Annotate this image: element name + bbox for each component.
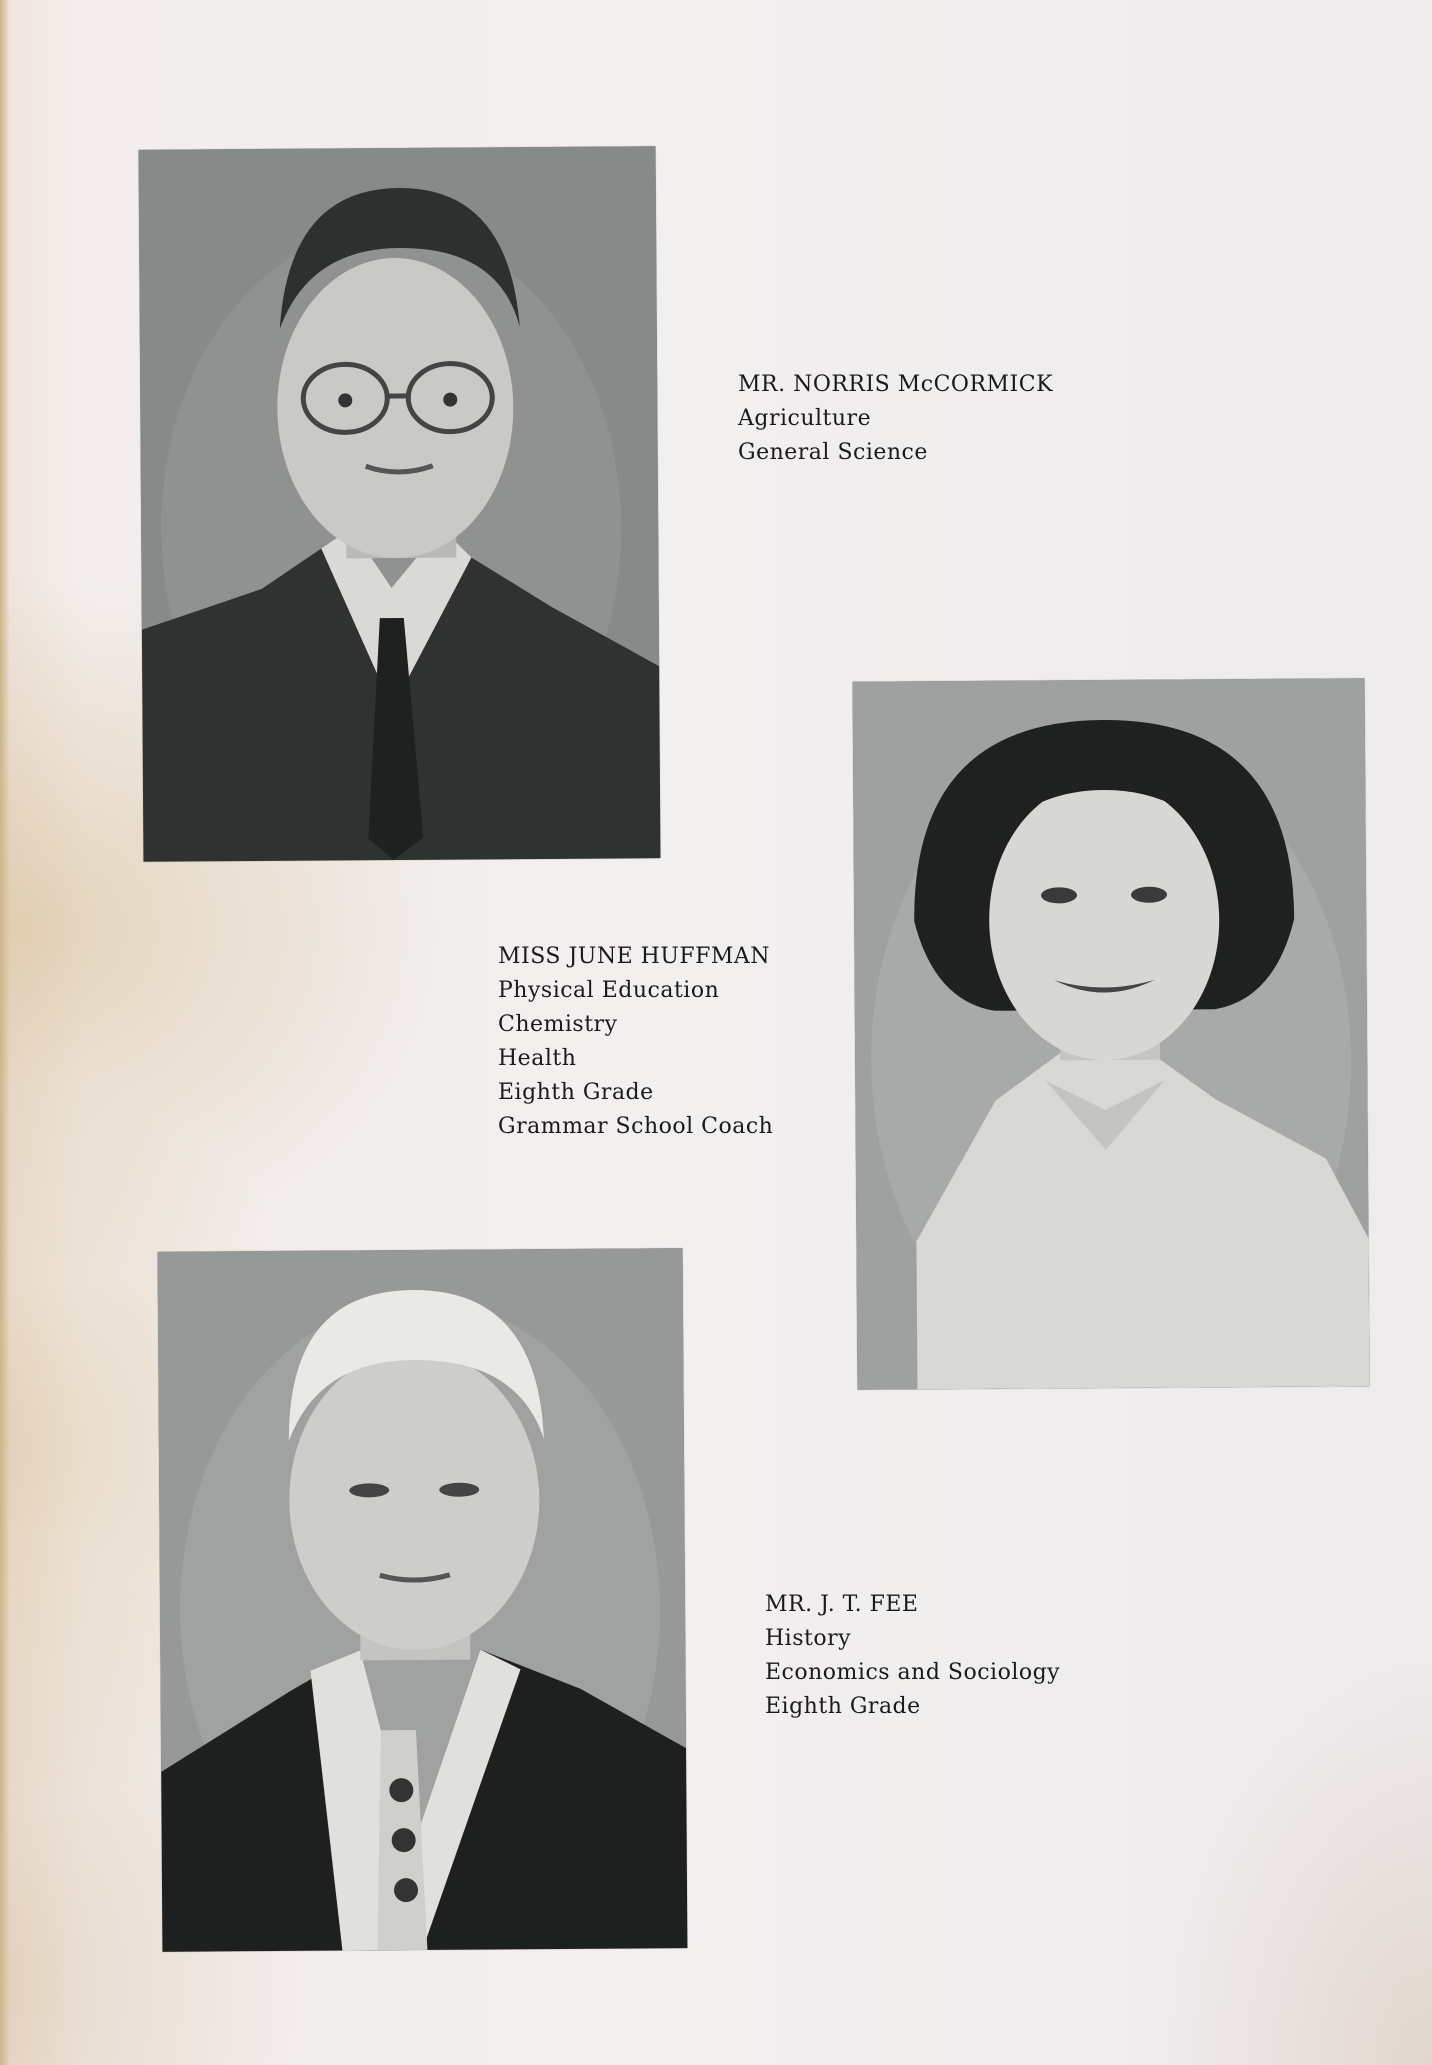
caption-huffman (498, 940, 773, 1144)
portrait-photo-huffman (853, 678, 1370, 1390)
portrait-image-fee (158, 1248, 688, 1952)
teacher-subject: Chemistry (498, 1012, 618, 1037)
teacher-subject: Agriculture (738, 406, 872, 431)
teacher-subject: Physical Education (498, 978, 720, 1003)
teacher-subject: Health (498, 1046, 577, 1071)
teacher-subject: Grammar School Coach (498, 1114, 774, 1139)
teacher-subject: Eighth Grade (498, 1080, 654, 1105)
portrait-photo-fee (158, 1248, 688, 1952)
teacher-subject: Eighth Grade (765, 1694, 921, 1719)
teacher-subject: Economics and Sociology (765, 1660, 1061, 1685)
teacher-name: MISS JUNE HUFFMAN (498, 944, 771, 969)
teacher-subject: General Science (738, 440, 928, 465)
teacher-name: MR. J. T. FEE (765, 1592, 919, 1617)
portrait-image-huffman (853, 678, 1370, 1390)
teacher-subject: History (765, 1626, 852, 1651)
page-edge-stain (0, 0, 10, 2065)
portrait-photo-mccormick (139, 146, 661, 862)
caption-fee (765, 1588, 1060, 1724)
portrait-image-mccormick (139, 146, 661, 862)
teacher-name: MR. NORRIS McCORMICK (738, 372, 1054, 397)
caption-mccormick (738, 368, 1053, 470)
